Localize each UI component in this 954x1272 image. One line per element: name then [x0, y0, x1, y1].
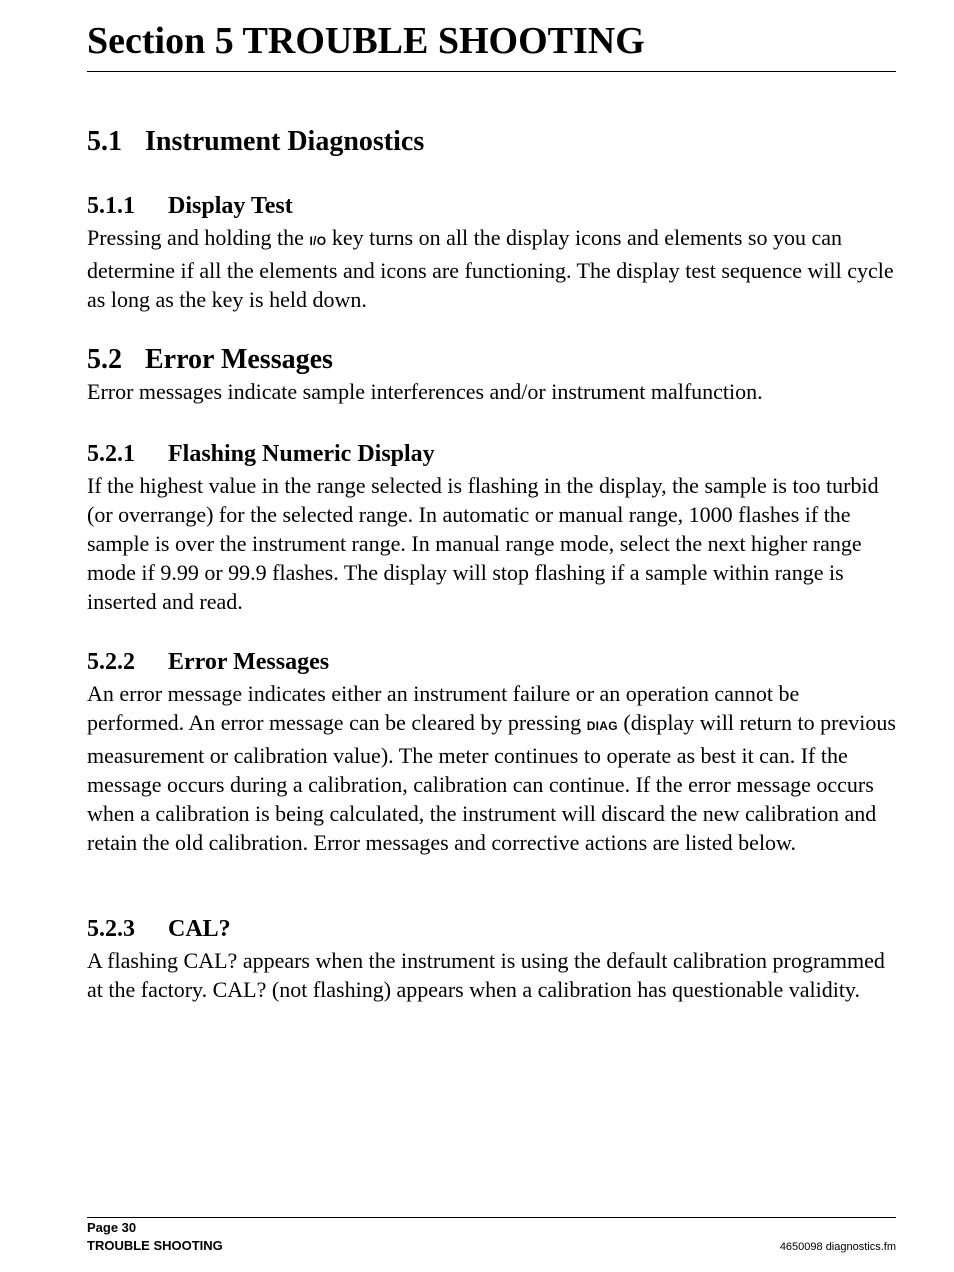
heading-number: 5.2.1	[87, 441, 135, 467]
paragraph-text: (display will return to previous measurement or calibration value). The meter continues to operate as best it can. If the message occurs during a calibration, calibration can continue. If the error message occurs when a calibration is being calculated, the instrument will discard the new calibration and retain the old calibration. Error messages and corrective actions are listed below.	[87, 710, 896, 855]
heading-text: CAL?	[168, 916, 231, 942]
heading-5-1	[87, 125, 424, 159]
heading-5-2-2	[87, 647, 329, 677]
heading-number: 5.1.1	[87, 193, 135, 219]
heading-5-2-3	[87, 914, 231, 944]
error-messages-intro: Error messages indicate sample interferences and/or instrument malfunction.	[87, 379, 763, 404]
heading-text: Error Messages	[145, 344, 333, 375]
footer-page-number: Page 30	[87, 1220, 137, 1235]
heading-number: 5.2.2	[87, 649, 135, 675]
cal-paragraph: A flashing CAL? appears when the instrument is using the default calibration programmed at the factory. CAL? (not flashing) appears when a calibration has questionable validity.	[87, 948, 885, 1002]
header-rule	[87, 71, 896, 72]
heading-text: Flashing Numeric Display	[168, 441, 435, 467]
paragraph-text: key turns on all the display icons and elements so you can determine if all the elements and icons are functioning. The display test sequence will cycle as long as the key is held down.	[87, 225, 894, 312]
heading-number: 5.2.3	[87, 916, 135, 942]
heading-5-1-1	[87, 191, 293, 221]
footer-section-name: TROUBLE SHOOTING	[87, 1238, 223, 1253]
heading-5-2	[87, 343, 333, 377]
paragraph-text: Pressing and holding the	[87, 225, 310, 250]
heading-number: 5.2	[87, 344, 122, 375]
footer-file-name: 4650098 diagnostics.fm	[779, 1241, 896, 1253]
heading-number: 5.1	[87, 126, 122, 157]
footer-rule	[87, 1217, 896, 1218]
diag-key-label: DIAG	[586, 719, 618, 733]
error-messages-paragraph	[87, 679, 896, 857]
flashing-display-paragraph: If the highest value in the range selected is flashing in the display, the sample is too turbid (or overrange) for the selected range. In automatic or manual range, 1000 flashes if the sample is over the instrument range. In manual range mode, select the next higher range mode if 9.99 or 99.9 flashes. The display will stop flashing if a sample within range is inserted and read.	[87, 473, 879, 614]
heading-text: Error Messages	[168, 649, 330, 675]
document-page	[87, 0, 896, 1272]
heading-5-2-1	[87, 439, 435, 469]
heading-text: Display Test	[168, 193, 293, 219]
heading-text: Instrument Diagnostics	[145, 126, 425, 157]
paragraph-text: An error message indicates either an instrument failure or an operation cannot be performed. An error message can be cleared by pressing	[87, 681, 800, 735]
section-title: Section 5 TROUBLE SHOOTING	[87, 20, 645, 62]
display-test-paragraph	[87, 223, 896, 314]
io-key-label: I/O	[309, 234, 327, 248]
